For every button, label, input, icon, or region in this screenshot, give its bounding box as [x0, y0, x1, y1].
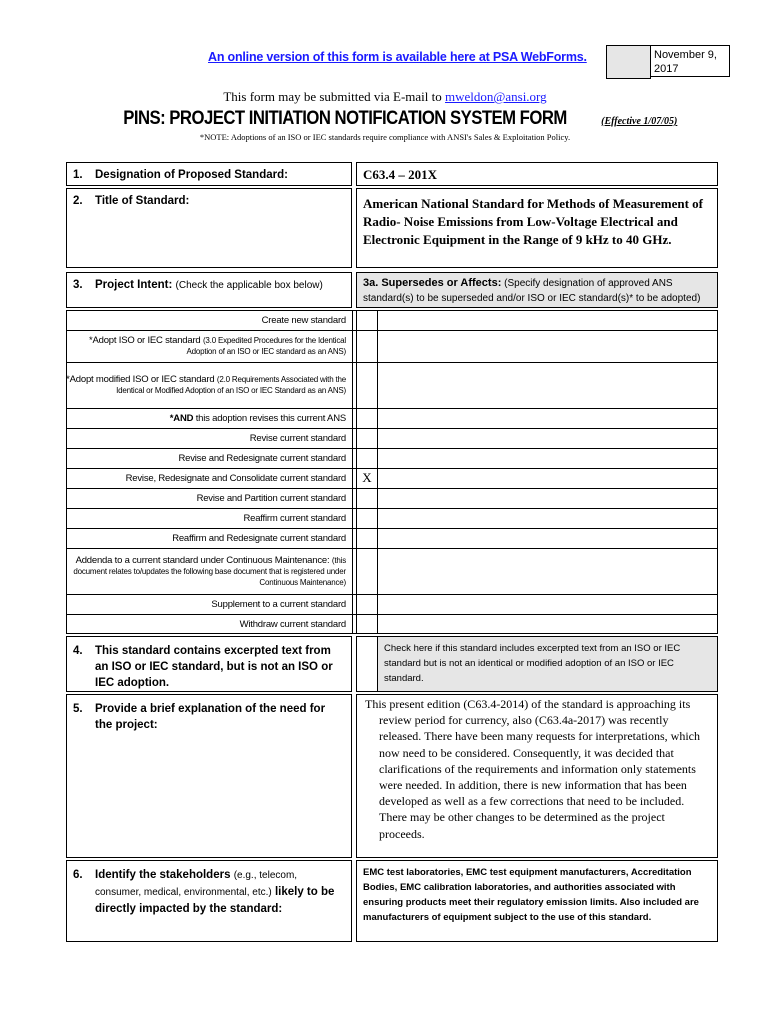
option-text: Create new standard [261, 314, 346, 326]
section-number: 4. [73, 645, 83, 657]
option-bold: *AND [169, 412, 194, 424]
option-text: Reaffirm and Redesignate current standard [172, 532, 346, 544]
row-divider [66, 528, 718, 529]
option-and-revises [66, 408, 350, 428]
email-link[interactable]: mweldon@ansi.org [445, 89, 547, 104]
section-note: (Check the applicable box below) [175, 280, 323, 291]
section-3a-label: 3a. Supersedes or Affects: [363, 277, 502, 289]
section-number: 1. [73, 169, 83, 181]
effective-date: (Effective 1/07/05) [601, 116, 678, 127]
section-number: 3. [73, 279, 83, 291]
row-divider [66, 408, 718, 409]
designation-field[interactable]: C63.4 – 201X [356, 162, 718, 186]
row-divider [66, 362, 718, 363]
option-text: Revise and Redesignate current standard [178, 452, 346, 464]
checkbox-revise-consolidate[interactable]: X [362, 470, 372, 485]
option-text: Withdraw current standard [239, 618, 346, 630]
form-title: PINS: PROJECT INITIATION NOTIFICATION SYSTEM FORM [122, 108, 567, 129]
option-revise-redesignate [66, 448, 350, 468]
option-text: Supplement to a current standard [211, 598, 346, 610]
option-revise-consolidate [66, 468, 350, 488]
section-3-label-cell [66, 272, 352, 308]
option-text: Revise, Redesignate and Consolidate current standard [125, 472, 346, 484]
section-label: Identify the stakeholders [95, 869, 231, 881]
form-date: November 9, 2017 [650, 45, 730, 77]
section-label: Title of Standard: [95, 195, 190, 207]
section-6-label-cell [66, 860, 352, 942]
option-text: *Adopt modified ISO or IEC standard [66, 374, 215, 385]
section-number: 5. [73, 703, 83, 715]
option-note: (2.0 Requirements Associated with the Identical or Modified Adoption of an ISO or IEC Standard as an ANS) [116, 375, 346, 395]
section-5-label-cell [66, 694, 352, 858]
row-divider [66, 330, 718, 331]
title-field[interactable]: American National Standard for Methods of Measurement of Radio- Noise Emissions from Low-Voltage Electrical and Electronic Equipment in the Range of 9 kHz to 40 GHz. [356, 188, 718, 268]
adoption-note: *NOTE: Adoptions of an ISO or IEC standards require compliance with ANSI's Sales & Exploitation Policy. [199, 132, 571, 142]
excerpt-checkbox[interactable] [356, 636, 378, 692]
row-divider [66, 428, 718, 429]
section-1-label-cell [66, 162, 352, 186]
column-divider [352, 310, 353, 634]
option-revise [66, 428, 350, 448]
row-divider [66, 614, 718, 615]
section-label: Provide a brief explanation of the need for the project: [95, 703, 326, 731]
header-blank-box [606, 45, 651, 79]
option-text: Addenda to a current standard under Continuous Maintenance: [75, 554, 330, 566]
section-4-label-cell [66, 636, 352, 692]
section-2-label-cell [66, 188, 352, 268]
row-divider [66, 488, 718, 489]
section-note: (e.g., telecom, consumer, medical, environmental, etc.) [95, 870, 298, 898]
need-explanation-field[interactable]: This present edition (C63.4-2014) of the standard is approaching its review period for currency, also (C63.4a-2017) was recently released. There have been many requests for interpretations, which now need to be considered. Consequently, it was decided that clarifications of the requirements and information only statements were needed. In addition, there is new information that has been developed as well as a few corrections that need to be included. There may be other changes to be determined as the project proceeds. [356, 694, 718, 858]
option-reaffirm-redesignate [66, 528, 350, 548]
option-reaffirm [66, 508, 350, 528]
row-divider [66, 448, 718, 449]
row-divider [66, 548, 718, 549]
option-withdraw [66, 614, 350, 634]
option-text: Revise current standard [249, 432, 346, 444]
submit-text: This form may be submitted via E-mail to [223, 89, 446, 104]
option-text: Revise and Partition current standard [196, 492, 346, 504]
row-divider [66, 508, 718, 509]
option-create-new [66, 310, 350, 330]
option-note: (this document relates to/updates the following base document that is registered under Continuous Maintenance) [73, 555, 346, 587]
stakeholders-field[interactable]: EMC test laboratories, EMC test equipment manufacturers, Accreditation Bodies, EMC calibration laboratories, and authorities associated with ensuring products meet their regulatory emission limits. Also included are manufacturers of equipment subject to the use of this standard. [356, 860, 718, 942]
psa-webforms-link[interactable]: An online version of this form is available here at PSA WebForms. [208, 50, 587, 64]
option-note: (3.0 Expedited Procedures for the Identical Adoption of an ISO or IEC standard as an ANS) [186, 336, 346, 356]
section-number: 6. [73, 869, 83, 881]
section-label: Project Intent: [95, 279, 173, 291]
excerpt-check-text: Check here if this standard includes excerpted text from an ISO or IEC standard but is not an identical or modified adoption of an ISO or IEC standard. [378, 636, 718, 692]
option-supplement [66, 594, 350, 614]
option-text: Reaffirm current standard [243, 512, 346, 524]
row-divider [66, 468, 718, 469]
option-revise-partition [66, 488, 350, 508]
option-text: this adoption revises this current ANS [193, 412, 346, 424]
option-adopt-modified [66, 362, 350, 408]
option-text: *Adopt ISO or IEC standard [89, 335, 201, 346]
section-3a-cell [356, 272, 718, 308]
option-addenda [66, 548, 350, 594]
section-number: 2. [73, 195, 83, 207]
section-label: This standard contains excerpted text from an ISO or IEC standard, but is not an ISO or IEC adoption. [95, 645, 333, 689]
section-label: Designation of Proposed Standard: [95, 169, 288, 181]
page-title [0, 108, 770, 130]
submit-instructions [0, 89, 770, 105]
section-label-continued: likely to be directly impacted by the standard: [95, 886, 335, 915]
option-adopt-iso [66, 330, 350, 362]
row-divider [66, 594, 718, 595]
section-3a-note: (Specify designation of approved ANS standard(s) to be superseded and/or ISO or IEC standard(s)* to be adopted) [363, 278, 701, 304]
